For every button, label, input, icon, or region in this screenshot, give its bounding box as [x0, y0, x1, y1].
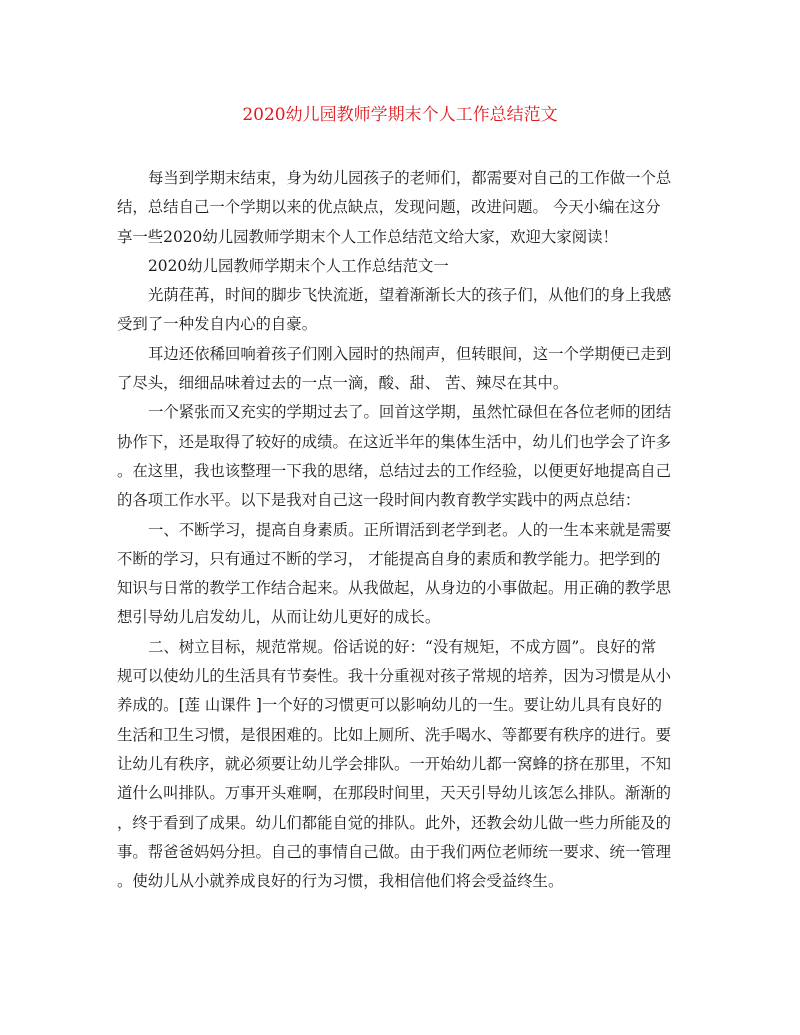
text-line: 每当到学期末结束，身为幼儿园孩子的老师们，都需要对自己的工作做一个总	[148, 169, 672, 187]
text-line: 。在这里，我也该整理一下我的思绪，总结过去的工作经验，以便更好地提高自己	[117, 461, 672, 480]
text-line: 道什么叫排队。万事开头难啊，在那段时间里，天天引导幼儿该怎么排队。渐渐的	[117, 784, 672, 803]
text-line: 结，总结自己一个学期以来的优点缺点，发现问题，改进问题。 今天小编在这分	[117, 198, 661, 217]
text-line: 养成的。[莲 山课件 ]一个好的习惯更可以影响幼儿的一生。要让幼儿具有良好的	[117, 696, 663, 715]
text-line: ，终于看到了成果。幼儿们都能自觉的排队。此外，还教会幼儿做一些力所能及的	[117, 813, 672, 832]
text-line: 享一些2020幼儿园教师学期末个人工作总结范文给大家，欢迎大家阅读！	[117, 227, 618, 246]
text-line: 事。帮爸爸妈妈分担。自己的事情自己做。由于我们两位老师统一要求、统一管理	[117, 842, 672, 861]
text-line: 一个紧张而又充实的学期过去了。回首这学期，虽然忙碌但在各位老师的团结	[148, 403, 672, 422]
text-line: 生活和卫生习惯，是很困难的。比如上厕所、洗手喝水、等都要有秩序的进行。要	[117, 725, 672, 744]
document-title: 2020幼儿园教师学期末个人工作总结范文	[242, 105, 558, 125]
document-body	[117, 164, 692, 896]
text-line: 想引导幼儿启发幼儿，从而让幼儿更好的成长。	[117, 608, 441, 627]
text-line: 让幼儿有秩序，就必须要让幼儿学会排队。一开始幼儿都一窝蜂的挤在那里，不知	[117, 754, 672, 773]
text-line: 。使幼儿从小就养成良好的行为习惯，我相信他们将会受益终生。	[117, 872, 564, 891]
text-line: 受到了一种发自内心的自豪。	[117, 315, 318, 334]
text-line: 协作下，还是取得了较好的成绩。在这近半年的集体生活中，幼儿们也学会了许多	[117, 432, 672, 451]
text-line: 二、树立目标，规范常规。俗话说的好：“没有规矩，不成方圆”。良好的常	[148, 637, 657, 656]
text-line: 不断的学习，只有通过不断的学习， 才能提高自身的素质和教学能力。把学到的	[117, 549, 661, 568]
text-line: 耳边还依稀回响着孩子们刚入园时的热闹声，但转眼间，这一个学期便已走到	[148, 344, 672, 363]
text-line: 规可以使幼儿的生活具有节奏性。我十分重视对孩子常规的培养，因为习惯是从小	[117, 667, 672, 686]
text-line: 了尽头，细细品味着过去的一点一滴，酸、甜、 苦、辣尽在其中。	[117, 374, 569, 393]
text-line: 知识与日常的教学工作结合起来。从我做起，从身边的小事做起。用正确的教学思	[117, 579, 672, 598]
text-line: 光荫荏苒，时间的脚步飞快流逝，望着渐渐长大的孩子们，从他们的身上我感	[148, 286, 672, 305]
text-line: 2020幼儿园教师学期末个人工作总结范文一	[148, 256, 449, 275]
text-line: 一、不断学习，提高自身素质。正所谓活到老学到老。人的一生本来就是需要	[148, 520, 672, 539]
text-line: 的各项工作水平。以下是我对自己这一段时间内教育教学实践中的两点总结：	[117, 491, 641, 510]
